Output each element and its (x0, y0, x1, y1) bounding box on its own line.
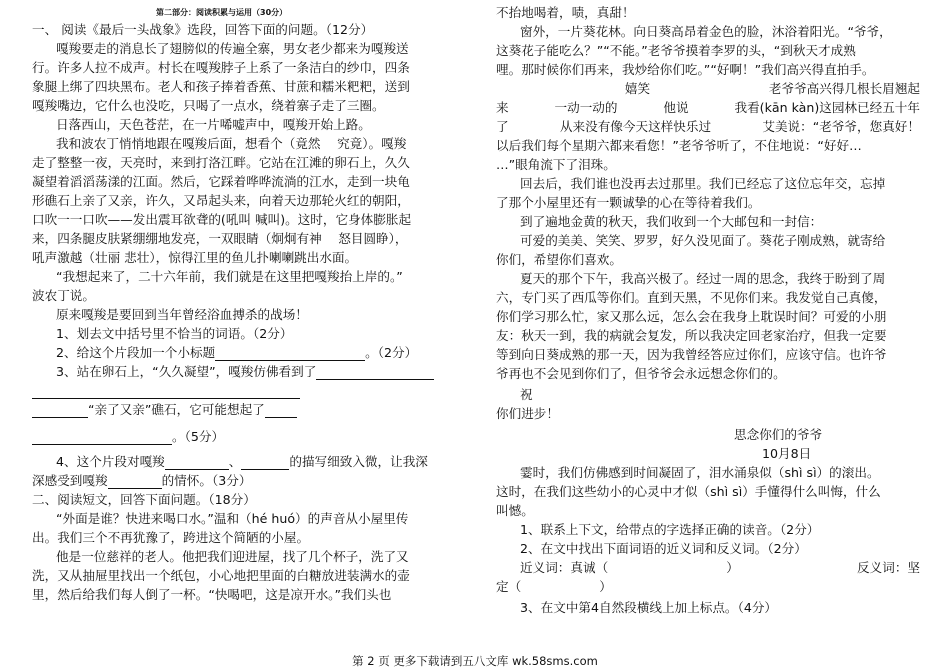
answer-blank[interactable] (316, 365, 434, 380)
passage-2-line: 这时，在我们这些幼小的心灵中才似（shì sì）手懂得什么叫悔，什么 (496, 484, 881, 499)
letter-closing: 你们进步！ (496, 406, 559, 421)
passage-2-line: 出。我们三个不再犹豫了，跨进这个简陋的小屋。 (32, 530, 310, 545)
passage-1-line: 走了整整一夜，天亮时，来到打洛江畔。它站在江滩的卵石上，久久 (32, 155, 410, 170)
passage-1-line: 行。许多人拉不成声。村长在嘎羧脖子上系了一条洁白的纱巾，四条 (32, 60, 410, 75)
subquestion-3: 3、在文中第4自然段横线上加上标点。（4分） (520, 600, 778, 615)
subquestion-3: 3、站在卵石上，“久久凝望”，嘎羧仿佛看到了 (56, 363, 434, 380)
section-heading: 第二部分：阅读积累与运用（30分） (156, 8, 288, 17)
question-2-title: 二、阅读短文，回答下面问题。（18分） (32, 492, 256, 507)
passage-2-line: 窗外，一片葵花林。向日葵高昂着金色的脸，沐浴着阳光。“爷爷， (520, 24, 892, 39)
passage-1-line: 象腿上绑了四块黑布。老人和孩子捧着香蕉、甘蔗和糯米粑粑，送到 (32, 79, 410, 94)
passage-2-line: 了 从来没有像今天这样快乐过 艾美说：“老爷爷，您真好！ (496, 119, 920, 134)
passage-2-line: 他是一位慈祥的老人。他把我们迎进屋，找了几个杯子，洗了又 (56, 549, 409, 564)
passage-2-line: 嬉笑 老爷爷高兴得几根长眉翘起 (624, 81, 920, 96)
subquestion-2-answers: 近义词：真诚（ ） 反义词：坚 (520, 560, 920, 575)
letter-closing: 祝 (520, 387, 533, 402)
passage-2-line: 哩。那时候你们再来，我炒给你们吃。”“好啊！”我们高兴得直拍手。 (496, 62, 875, 77)
passage-2-line: 到了遍地金黄的秋天，我们收到一个大邮包和一封信： (520, 214, 823, 229)
passage-2-line: 叫憾。 (496, 503, 534, 518)
subquestion-4-cont: 深感受到嘎羧 的情怀。（3分） (32, 473, 252, 488)
answer-blank[interactable] (241, 455, 289, 470)
passage-2-line: 以后我们每个星期六都来看您！”老爷爷听了，不住地说：“好好… (496, 138, 862, 153)
question-1-title: 一、 阅读《最后一头战象》选段，回答下面的问题。（12分） (32, 22, 374, 37)
passage-1-line: “我想起来了，二十六年前，我们就是在这里把嘎羧抬上岸的。” (56, 269, 403, 284)
answer-line (32, 382, 300, 399)
answer-blank[interactable] (32, 403, 88, 418)
answer-blank[interactable] (215, 346, 365, 361)
passage-2-line: 洗，又从抽屉里找出一个纸包，小心地把里面的白糖放进装满水的壶 (32, 568, 410, 583)
passage-2-line: 来 一动一动的 他说 我看(kān kàn)这园林已经五十年 (496, 100, 920, 115)
subquestion-3-end: 。（5分） (32, 428, 224, 445)
passage-2-line: 这葵花子能吃么？”“不能。”老爷爷摸着李罗的头，“到秋天才成熟 (496, 43, 856, 58)
passage-2-line: 里，然后给我们每人倒了一杯。“快喝吧，这是凉开水。”我们头也 (32, 587, 392, 602)
answer-blank[interactable] (32, 384, 300, 399)
passage-2-line: 回去后，我们谁也没再去过那里。我们已经忘了这位忘年交，忘掉 (520, 176, 886, 191)
letter-signature: 思念你们的爷爷 (734, 427, 823, 442)
passage-1-line: 波农丁说。 (32, 288, 95, 303)
passage-1-line: 形礁石上亲了又亲，许久，又昂起头来，向着天边那轮火红的朝阳， (32, 193, 410, 208)
letter-line: 可爱的美美、笑笑、罗罗，好久没见面了。葵花子刚成熟，就寄给 (520, 233, 886, 248)
answer-blank[interactable] (165, 455, 229, 470)
page-footer: 第 2 页 更多下载请到五八文库 wk.58sms.com (352, 654, 598, 668)
letter-date: 10月8日 (762, 446, 812, 461)
answer-blank[interactable]: ） (726, 560, 739, 575)
passage-1-line: 我和波农丁悄悄地跟在嘎羧后面，想看个（竟然 究竟）。嘎羧 (56, 136, 407, 151)
passage-1-line: 吼声激越（壮丽 悲壮），惊得江里的鱼儿扑喇喇跳出水面。 (32, 250, 358, 265)
passage-1-line: 原来嘎羧是要回到当年曾经浴血搏杀的战场！ (56, 307, 308, 322)
answer-blank[interactable] (265, 403, 297, 418)
passage-1-line: 嘎羧嘴边，它什么也没吃，只喝了一点水，绕着寨子走了三圈。 (32, 98, 385, 113)
subquestion-3-cont: “亲了又亲”礁石，它可能想起了 (32, 401, 297, 418)
passage-2-line: 霎时，我们仿佛感到时间凝固了，泪水涌泉似（shì sì）的滚出。 (520, 465, 880, 480)
subquestion-1: 1、联系上下文，给带点的字选择正确的读音。（2分） (520, 522, 820, 537)
subquestion-2: 2、在文中找出下面词语的近义词和反义词。（2分） (520, 541, 807, 556)
passage-1-line: 口吹一一口吹——发出震耳欲聋的(吼叫 喊叫)。这时，它身体膨胀起 (32, 212, 412, 227)
letter-line: 夏天的那个下午，我高兴极了。经过一周的思念，我终于盼到了周 (520, 271, 886, 286)
letter-line: 你们学习那么忙，家又那么远，怎么会在我身上耽误时间？可爱的小朋 (496, 309, 887, 324)
passage-1-line: 来，四条腿皮肤紧绷绷地发亮，一双眼睛（炯炯有神 怒目圆睁）， (32, 231, 408, 246)
letter-line: 等到向日葵成熟的那一天，因为我曾经答应过你们，应该守信。也许爷 (496, 347, 887, 362)
subquestion-2: 2、给这个片段加一个小标题 。（2分） (56, 345, 418, 360)
letter-line: 六，专门买了西瓜等你们。直到天黑，不见你们来。我发觉自己真傻， (496, 290, 887, 305)
passage-2-line: 不抬地喝着，啧，真甜！ (496, 5, 635, 20)
answer-blank[interactable] (32, 430, 172, 445)
letter-line: 你们，希望你们喜欢。 (496, 252, 622, 267)
passage-1-line: 嘎羧要走的消息长了翅膀似的传遍全寨，男女老少都来为嘎羧送 (56, 41, 409, 56)
passage-2-line: 了那个小屋里还有一颗诚挚的心在等待着我们。 (496, 195, 761, 210)
subquestion-1: 1、划去文中括号里不恰当的词语。（2分） (56, 326, 293, 341)
answer-blank[interactable] (108, 474, 162, 489)
passage-1-line: 日落西山，天色苍茫，在一片唏嘘声中，嘎羧开始上路。 (56, 117, 371, 132)
subquestion-4: 4、这个片段对嘎羧 、 的描写细致入微，让我深 (56, 454, 428, 469)
passage-2-line: …”眼角流下了泪珠。 (496, 157, 616, 172)
passage-2-line: “外面是谁？快进来喝口水。”温和（hé huó）的声音从小屋里传 (56, 511, 409, 526)
passage-1-line: 凝望着滔滔荡漾的江面。然后，它踩着哗哗流淌的江水，走到一块龟 (32, 174, 410, 189)
letter-line: 友：秋天一到，我的病就会复发，所以我决定回老家治疗，但我一定要 (496, 328, 887, 343)
letter-line: 爷再也不会见到你们了，但爷爷会永远想念你们的。 (496, 366, 786, 381)
subquestion-2-answers-cont: 定（ ） (496, 579, 612, 594)
